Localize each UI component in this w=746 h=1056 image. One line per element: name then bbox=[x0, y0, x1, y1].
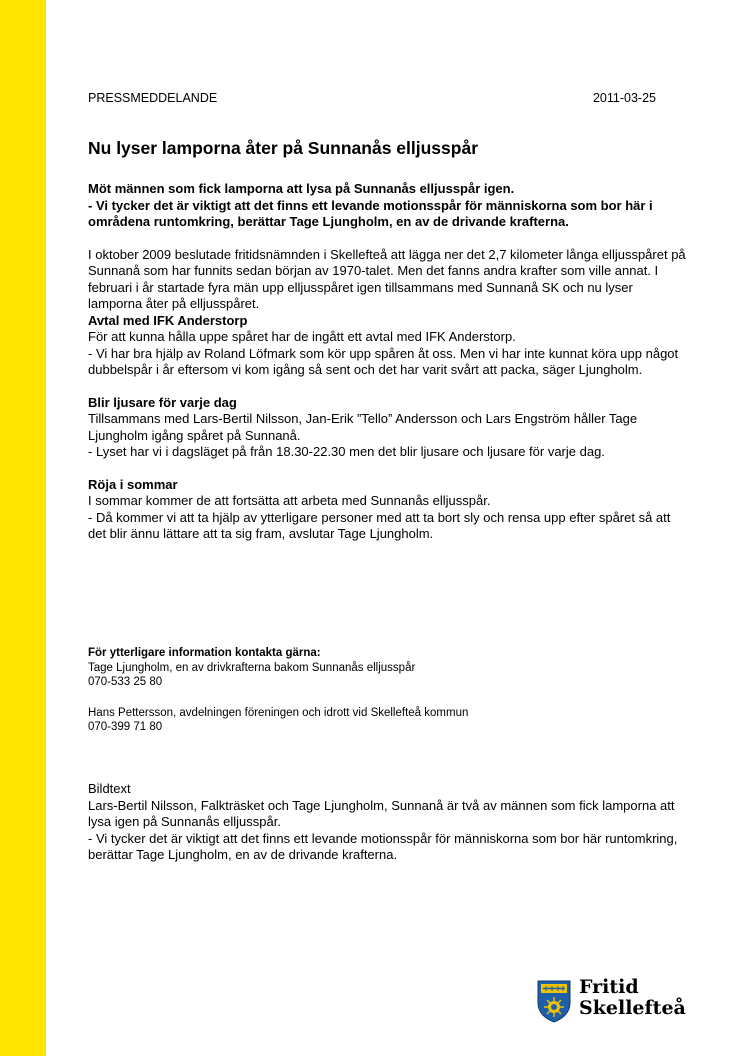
contact-phone: 070-399 71 80 bbox=[88, 721, 163, 733]
section-heading: Blir ljusare för varje dag bbox=[88, 394, 237, 410]
caption-line: Lars-Bertil Nilsson, Falkträsket och Tage Ljungholm, Sunnanå är två av männen som fick lamporna att lysa igen på Sunnanås elljusspår. bbox=[88, 797, 675, 829]
section-paragraph: Tillsammans med Lars-Bertil Nilsson, Jan-Erik ”Tello” Andersson och Lars Engström håller Tage Ljungholm igång spåret på Sunnanå. bbox=[88, 411, 638, 443]
section-roja bbox=[88, 477, 688, 543]
caption-label: Bildtext bbox=[88, 781, 131, 796]
contact-person bbox=[88, 706, 688, 735]
yellow-side-bar bbox=[0, 0, 46, 1056]
section-paragraph: För att kunna hålla uppe spåret har de ingått ett avtal med IFK Anderstorp. bbox=[88, 329, 516, 344]
contact-block bbox=[88, 646, 688, 751]
document-type-label: PRESSMEDDELANDE bbox=[88, 91, 218, 105]
section-avtal bbox=[88, 313, 688, 379]
contact-name: Tage Ljungholm, en av drivkrafterna bakom Sunnanås elljusspår bbox=[88, 661, 416, 674]
section-paragraph: - Då kommer vi att ta hjälp av ytterligare personer med att ta bort sly och rensa upp efter spåret så att det blir ännu lättare att ta sig fram, avslutar Tage Ljungholm. bbox=[88, 509, 671, 541]
section-paragraph: - Vi har bra hjälp av Roland Löfmark som kör upp spåren åt oss. Men vi har inte kunnat köra upp något dubbelspår i år eftersom vi kom igång så sent och det har varit svårt att packa, säger Ljungholm. bbox=[88, 345, 679, 377]
contact-name: Hans Pettersson, avdelningen föreningen och idrott vid Skellefteå kommun bbox=[88, 706, 469, 719]
article-body bbox=[88, 181, 688, 559]
section-paragraph: I sommar kommer de att fortsätta att arbeta med Sunnanås elljusspår. bbox=[88, 493, 491, 508]
contact-phone: 070-533 25 80 bbox=[88, 676, 163, 688]
fritid-skelleftea-logo bbox=[536, 977, 696, 1027]
image-caption bbox=[88, 781, 688, 864]
section-paragraph: - Lyset har vi i dagsläget på från 18.30-22.30 men det blir ljusare och ljusare för varje dag. bbox=[88, 444, 605, 459]
section-ljusare bbox=[88, 395, 688, 461]
lead-paragraph bbox=[88, 181, 688, 231]
logo-text bbox=[579, 977, 686, 1019]
section-heading: Avtal med IFK Anderstorp bbox=[88, 312, 248, 328]
logo-line-fritid: Fritid bbox=[579, 976, 639, 998]
header-row bbox=[88, 91, 656, 105]
coat-of-arms-shield-icon bbox=[536, 979, 572, 1023]
contact-heading: För ytterligare information kontakta gärna: bbox=[88, 647, 321, 659]
logo-line-skelleftea: Skellefteå bbox=[579, 997, 686, 1019]
page-title: Nu lyser lamporna åter på Sunnanås elljusspår bbox=[88, 138, 478, 158]
lead-line: Möt männen som fick lamporna att lysa på Sunnanås elljusspår igen. bbox=[88, 181, 515, 196]
caption-line: - Vi tycker det är viktigt att det finns ett levande motionsspår för människorna som bor här runtomkring, berättar Tage Ljungholm, en av de drivande krafterna. bbox=[88, 830, 678, 862]
intro-paragraph: I oktober 2009 beslutade fritidsnämnden i Skellefteå att lägga ner det 2,7 kilometer långa elljusspåret på Sunnanå som har funnits sedan början av 1970-talet. Men det fanns andra krafter som ville annat. I februari i år startade fyra män upp elljusspåret igen tillsammans med Sunnanå SK och nu lyser lamporna åter på elljusspåret. bbox=[88, 246, 686, 311]
section-heading: Röja i sommar bbox=[88, 476, 178, 492]
document-date: 2011-03-25 bbox=[592, 91, 656, 105]
contact-person bbox=[88, 661, 688, 690]
lead-line: - Vi tycker det är viktigt att det finns ett levande motionsspår för människorna som bor här i områdena runtomkring, berättar Tage Ljungholm, en av de drivande krafterna. bbox=[88, 197, 653, 229]
